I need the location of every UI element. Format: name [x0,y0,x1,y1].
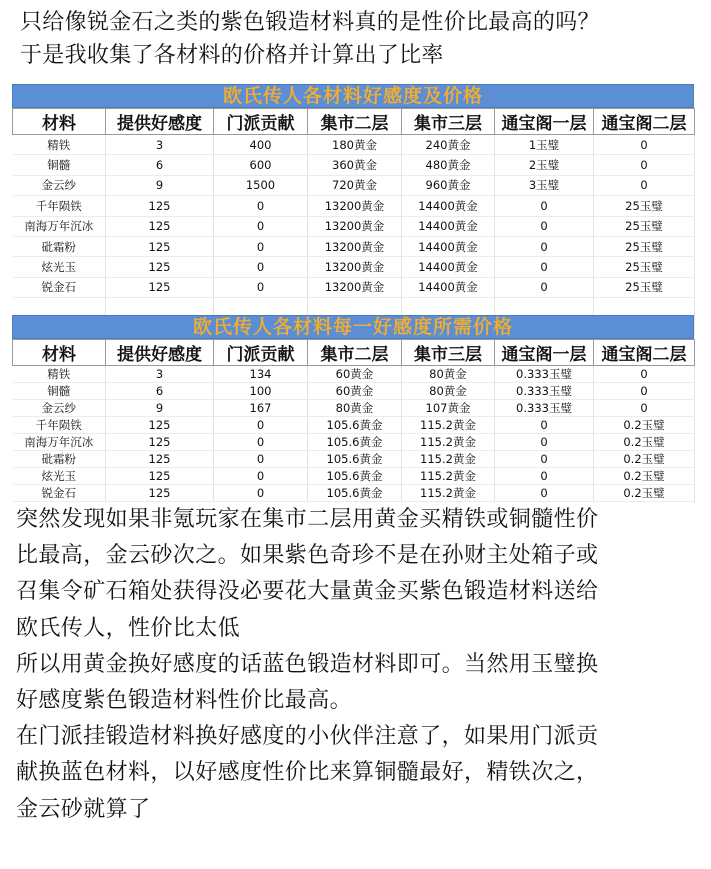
tongbao-1f-cell: 0 [495,196,594,216]
affinity-cell: 6 [106,155,214,175]
affinity-cell: 125 [106,451,214,468]
sect-contribution-cell: 0 [214,277,308,297]
tongbao-2f-cell: 0.2玉璧 [594,434,695,451]
market-3f-cell: 115.2黄金 [402,417,495,434]
material-cell: 南海万年沉冰 [13,434,106,451]
column-header: 集市二层 [308,109,402,135]
tongbao-1f-cell: 0 [495,417,594,434]
table-row [13,175,695,195]
column-header: 集市二层 [308,340,402,366]
tongbao-1f-cell: 0 [495,257,594,277]
tongbao-2f-cell: 0 [594,400,695,417]
market-2f-cell: 13200黄金 [308,216,402,236]
affinity-cell: 125 [106,257,214,277]
affinity-cell: 9 [106,400,214,417]
tongbao-1f-cell: 0 [495,485,594,502]
affinity-cell: 3 [106,135,214,155]
tongbao-2f-cell: 0.2玉璧 [594,417,695,434]
market-3f-cell: 115.2黄金 [402,434,495,451]
paragraph-line: 献换蓝色材料，以好感度性价比来算铜髓最好，精铁次之， [16,760,599,786]
table-body [13,366,695,502]
table-row [13,196,695,216]
tongbao-1f-cell: 0 [495,451,594,468]
paragraph-line: 所以用黄金换好感度的话蓝色锻造材料即可。当然用玉璧换 [16,651,599,677]
analysis-text [16,502,700,828]
material-cell: 精铁 [13,135,106,155]
tongbao-2f-cell: 25玉璧 [594,196,695,216]
sect-contribution-cell: 0 [214,236,308,256]
market-3f-cell: 107黄金 [402,400,495,417]
table-row [13,485,695,502]
table-row [13,135,695,155]
market-2f-cell: 80黄金 [308,400,402,417]
material-cell: 铜髓 [13,155,106,175]
affinity-cell: 6 [106,383,214,400]
intro-line: 于是我收集了各材料的价格并计算出了比率 [20,43,444,68]
market-3f-cell: 14400黄金 [402,236,495,256]
table-row [13,400,695,417]
market-3f-cell: 115.2黄金 [402,451,495,468]
paragraph-line: 在门派挂锻造材料换好感度的小伙伴注意了，如果用门派贡 [16,724,599,750]
affinity-cell: 125 [106,277,214,297]
material-cell: 千年陨铁 [13,417,106,434]
sect-contribution-cell: 400 [214,135,308,155]
table-row [13,236,695,256]
paragraph-line: 好感度紫色锻造材料性价比最高。 [16,688,353,714]
material-cell: 锐金石 [13,277,106,297]
affinity-cell: 125 [106,216,214,236]
paragraph-line: 金云砂就算了 [16,796,151,822]
sect-contribution-cell: 0 [214,485,308,502]
market-3f-cell: 115.2黄金 [402,468,495,485]
market-2f-cell: 720黄金 [308,175,402,195]
column-header: 通宝阁一层 [495,340,594,366]
sect-contribution-cell: 100 [214,383,308,400]
tongbao-2f-cell: 0 [594,383,695,400]
market-3f-cell: 14400黄金 [402,216,495,236]
tongbao-1f-cell: 0.333玉璧 [495,400,594,417]
column-header: 提供好感度 [106,109,214,135]
sect-contribution-cell: 0 [214,417,308,434]
sect-contribution-cell: 600 [214,155,308,175]
intro-line: 只给像锐金石之类的紫色锻造材料真的是性价比最高的吗？ [20,10,600,35]
market-3f-cell: 14400黄金 [402,196,495,216]
tongbao-2f-cell: 0.2玉璧 [594,485,695,502]
tongbao-1f-cell: 0 [495,434,594,451]
material-cell: 砒霜粉 [13,451,106,468]
market-2f-cell: 13200黄金 [308,277,402,297]
tongbao-2f-cell: 0.2玉璧 [594,468,695,485]
affinity-cell: 125 [106,417,214,434]
material-cell: 炫光玉 [13,468,106,485]
sect-contribution-cell: 0 [214,216,308,236]
market-3f-cell: 14400黄金 [402,257,495,277]
market-2f-cell: 360黄金 [308,155,402,175]
tongbao-2f-cell: 0 [594,155,695,175]
market-2f-cell: 105.6黄金 [308,417,402,434]
table-row [13,417,695,434]
affinity-cell: 125 [106,434,214,451]
material-cell: 金云纱 [13,175,106,195]
material-cell: 精铁 [13,366,106,383]
sect-contribution-cell: 1500 [214,175,308,195]
affinity-cell: 125 [106,485,214,502]
table-header-row [13,340,695,366]
table-header-row [13,109,695,135]
table-row [13,257,695,277]
column-header: 门派贡献 [214,109,308,135]
material-cell: 千年陨铁 [13,196,106,216]
paragraph-line: 欧氏传人，性价比太低 [16,615,241,641]
market-2f-cell: 13200黄金 [308,257,402,277]
tongbao-2f-cell: 25玉璧 [594,277,695,297]
column-header: 提供好感度 [106,340,214,366]
market-2f-cell: 105.6黄金 [308,451,402,468]
table-title: 欧氏传人各材料每一好感度所需价格 [12,315,694,339]
market-3f-cell: 80黄金 [402,383,495,400]
empty-row [13,298,695,317]
sect-contribution-cell: 134 [214,366,308,383]
material-cell: 南海万年沉冰 [13,216,106,236]
tongbao-1f-cell: 0.333玉璧 [495,366,594,383]
table-row [13,216,695,236]
tongbao-1f-cell: 0 [495,236,594,256]
table-row [13,451,695,468]
column-header: 通宝阁二层 [594,340,695,366]
intro-text [20,6,700,72]
affinity-cell: 3 [106,366,214,383]
paragraph-line: 突然发现如果非氪玩家在集市二层用黄金买精铁或铜髓性价 [16,507,599,532]
sect-contribution-cell: 0 [214,451,308,468]
material-cell: 砒霜粉 [13,236,106,256]
tongbao-2f-cell: 0 [594,366,695,383]
paragraph-line: 召集令矿石箱处获得没必要花大量黄金买紫色锻造材料送给 [16,579,599,605]
price-table [12,108,695,336]
sect-contribution-cell: 0 [214,196,308,216]
table-row [13,434,695,451]
tongbao-1f-cell: 0 [495,468,594,485]
tongbao-2f-cell: 0 [594,175,695,195]
market-3f-cell: 80黄金 [402,366,495,383]
market-2f-cell: 105.6黄金 [308,485,402,502]
material-cell: 锐金石 [13,485,106,502]
market-3f-cell: 115.2黄金 [402,485,495,502]
market-3f-cell: 240黄金 [402,135,495,155]
market-2f-cell: 13200黄金 [308,196,402,216]
column-header: 门派贡献 [214,340,308,366]
column-header: 集市三层 [402,340,495,366]
tongbao-2f-cell: 25玉璧 [594,236,695,256]
market-3f-cell: 14400黄金 [402,277,495,297]
sect-contribution-cell: 167 [214,400,308,417]
table-title: 欧氏传人各材料好感度及价格 [12,84,694,108]
column-header: 材料 [13,109,106,135]
tongbao-1f-cell: 0 [495,277,594,297]
material-cell: 铜髓 [13,383,106,400]
tongbao-2f-cell: 0.2玉璧 [594,451,695,468]
table-row [13,277,695,297]
tongbao-1f-cell: 3玉璧 [495,175,594,195]
column-header: 通宝阁一层 [495,109,594,135]
table-row [13,468,695,485]
column-header: 材料 [13,340,106,366]
tongbao-2f-cell: 25玉璧 [594,257,695,277]
column-header: 集市三层 [402,109,495,135]
market-2f-cell: 105.6黄金 [308,434,402,451]
tongbao-1f-cell: 0.333玉璧 [495,383,594,400]
table-body [13,135,695,336]
sect-contribution-cell: 0 [214,468,308,485]
tongbao-2f-cell: 25玉璧 [594,216,695,236]
table-row [13,155,695,175]
tongbao-1f-cell: 2玉璧 [495,155,594,175]
market-2f-cell: 105.6黄金 [308,468,402,485]
affinity-cell: 125 [106,236,214,256]
table-row [13,383,695,400]
affinity-cell: 9 [106,175,214,195]
sect-contribution-cell: 0 [214,257,308,277]
table-row [13,366,695,383]
ratio-table-screenshot [12,315,694,502]
price-table-screenshot [12,84,694,336]
market-3f-cell: 480黄金 [402,155,495,175]
market-3f-cell: 960黄金 [402,175,495,195]
tongbao-2f-cell: 0 [594,135,695,155]
material-cell: 炫光玉 [13,257,106,277]
tongbao-1f-cell: 1玉璧 [495,135,594,155]
ratio-table [12,339,695,502]
market-2f-cell: 180黄金 [308,135,402,155]
paragraph-line: 比最高，金云砂次之。如果紫色奇珍不是在孙财主处箱子或 [16,543,599,569]
sect-contribution-cell: 0 [214,434,308,451]
column-header: 通宝阁二层 [594,109,695,135]
market-2f-cell: 60黄金 [308,366,402,383]
tongbao-1f-cell: 0 [495,216,594,236]
material-cell: 金云纱 [13,400,106,417]
market-2f-cell: 13200黄金 [308,236,402,256]
affinity-cell: 125 [106,196,214,216]
market-2f-cell: 60黄金 [308,383,402,400]
affinity-cell: 125 [106,468,214,485]
